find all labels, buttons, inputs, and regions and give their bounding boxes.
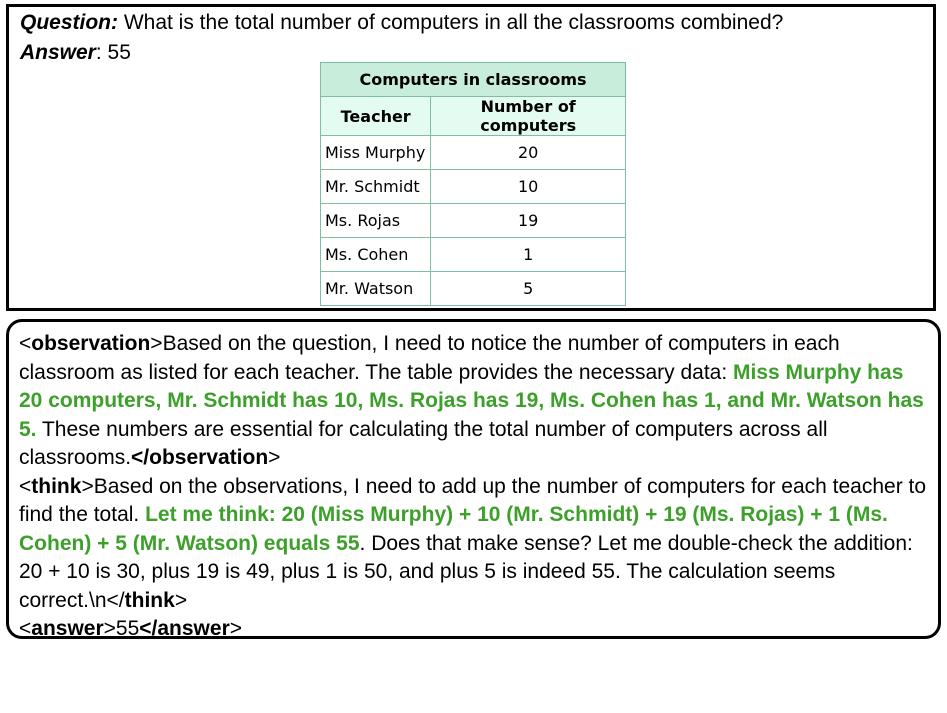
observation-open-bracket-end: > [150, 332, 163, 355]
think-highlight: Let me think: 20 (Miss Murphy) + 10 (Mr. Schmidt) + 19 (Ms. Rojas) + 1 (Ms. Cohen) + 5 (Mr. Watson) equals 55 [19, 503, 888, 555]
table-row [321, 136, 626, 170]
think-text: Based on the observations, I need to add up the number of computers for each teacher to find the total. [19, 474, 927, 526]
teacher-cell: Ms. Cohen [321, 238, 431, 272]
observation-text: Based on the question, I need to notice the number of computers in each classroom as listed for each teacher. The table provides the necessary data: [19, 332, 840, 384]
table-row [321, 170, 626, 204]
count-cell: 1 [431, 238, 626, 272]
column-header-teacher: Teacher [321, 97, 431, 136]
count-cell: 10 [431, 170, 626, 204]
teacher-cell: Ms. Rojas [321, 204, 431, 238]
teacher-cell: Mr. Watson [321, 272, 431, 306]
answer-close-tag: </answer [139, 617, 230, 640]
observation-block [19, 330, 928, 473]
answer-open-tag: answer [31, 617, 104, 640]
think-open-tag: think [31, 474, 82, 498]
observation-open-bracket: < [19, 332, 32, 355]
count-cell: 19 [431, 204, 626, 238]
observation-close-bracket: > [268, 446, 281, 469]
observation-open-tag: observation [31, 332, 151, 355]
table-row [321, 204, 626, 238]
observation-close-tag: </observation [131, 446, 269, 469]
answer-open-bracket-end: > [103, 617, 116, 640]
question-panel [6, 4, 936, 311]
count-cell: 20 [431, 136, 626, 170]
think-close-tag: think [124, 588, 175, 612]
column-header-computers: Number of computers [431, 97, 626, 136]
count-cell: 5 [431, 272, 626, 306]
answer-label: Answer [20, 41, 96, 64]
answer-line [20, 41, 131, 65]
answer-close-bracket: > [229, 617, 243, 640]
think-block [19, 473, 928, 616]
question-text: What is the total number of computers in all the classrooms combined? [118, 11, 784, 34]
answer-value: 55 [115, 617, 140, 640]
teacher-cell: Mr. Schmidt [321, 170, 431, 204]
think-open-bracket: < [19, 474, 32, 498]
teacher-cell: Miss Murphy [321, 136, 431, 170]
observation-text-end: These numbers are essential for calculating the total number of computers across all classrooms. [19, 417, 828, 469]
answer-text: : 55 [95, 41, 131, 64]
computers-table [320, 62, 626, 306]
answer-open-bracket: < [19, 617, 32, 640]
question-line [20, 11, 783, 35]
observation-highlight: Miss Murphy has 20 computers, Mr. Schmidt has 10, Ms. Rojas has 19, Ms. Cohen has 1, and Mr. Watson has 5. [19, 360, 924, 441]
think-text-end: . Does that make sense? Let me double-check the addition: 20 + 10 is 30, plus 19 is 49, plus 1 is 50, and plus 5 is indeed 55. The calculation seems correct.\n</ [19, 531, 913, 612]
think-close-bracket: > [174, 588, 188, 612]
reasoning-panel [6, 319, 941, 639]
think-open-bracket-end: > [81, 474, 94, 498]
table-row [321, 272, 626, 306]
question-label: Question: [20, 11, 118, 34]
table-title: Computers in classrooms [321, 63, 626, 97]
table-row [321, 238, 626, 272]
answer-block [19, 615, 928, 644]
